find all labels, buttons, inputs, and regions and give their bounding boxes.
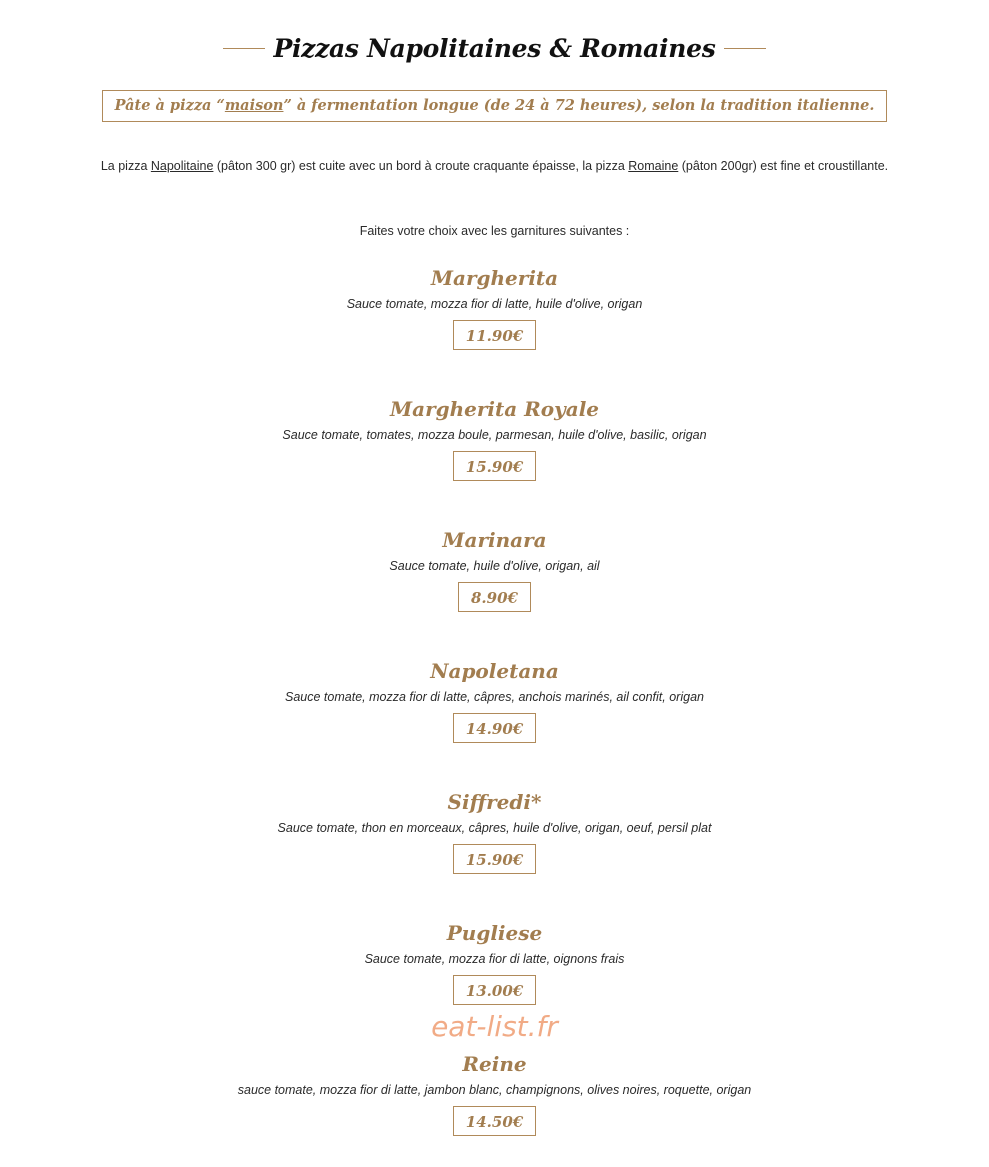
pizza-item-reine bbox=[0, 1049, 989, 1136]
pizza-description: Sauce tomate, thon en morceaux, câpres, huile d'olive, origan, oeuf, persil plat bbox=[277, 821, 712, 835]
tagline-wrap bbox=[0, 90, 989, 122]
romaine-link[interactable]: Romaine bbox=[628, 159, 679, 173]
section-header bbox=[0, 34, 989, 63]
choice-text: Faites votre choix avec les garnitures suivantes : bbox=[359, 224, 630, 238]
pizza-item-margherita-royale bbox=[0, 394, 989, 481]
pizza-description: sauce tomate, mozza fior di latte, jambon blanc, champignons, olives noires, roquette, origan bbox=[237, 1083, 752, 1097]
pizza-name: Napoletana bbox=[430, 659, 559, 683]
intro-part-2: (pâton 300 gr) est cuite avec un bord à croute craquante épaisse, la pizza bbox=[213, 159, 629, 173]
pizza-name: Marinara bbox=[442, 528, 547, 552]
tagline-maison: maison bbox=[224, 97, 284, 114]
pizza-description: Sauce tomate, mozza fior di latte, huile d'olive, origan bbox=[346, 297, 643, 311]
pizza-description: Sauce tomate, mozza fior di latte, câpres, anchois marinés, ail confit, origan bbox=[285, 690, 704, 704]
intro-part-1: La pizza bbox=[100, 159, 151, 173]
intro-part-3: (pâton 200gr) est fine et croustillante. bbox=[678, 159, 889, 173]
pizza-item-napoletana bbox=[0, 656, 989, 743]
tagline-before: Pâte à pizza “ bbox=[114, 97, 225, 114]
pizza-price: 11.90€ bbox=[453, 320, 536, 350]
pizza-price: 13.00€ bbox=[453, 975, 536, 1005]
pizza-name: Reine bbox=[462, 1052, 527, 1076]
intro-text bbox=[0, 159, 989, 173]
pizza-item-siffredi bbox=[0, 787, 989, 874]
pizza-price: 15.90€ bbox=[453, 451, 536, 481]
pizza-name: Margherita bbox=[430, 266, 559, 290]
pizza-description: Sauce tomate, mozza fior di latte, oignons frais bbox=[364, 952, 625, 966]
pizza-item-marinara bbox=[0, 525, 989, 612]
pizza-name: Margherita Royale bbox=[389, 397, 600, 421]
pizza-name: Siffredi* bbox=[447, 790, 542, 814]
tagline-box bbox=[102, 90, 888, 122]
pizza-price: 14.90€ bbox=[453, 713, 536, 743]
pizza-price: 8.90€ bbox=[458, 582, 531, 612]
pizza-item-margherita bbox=[0, 263, 989, 350]
watermark: eat-list.fr bbox=[431, 1010, 558, 1043]
pizza-price: 15.90€ bbox=[453, 844, 536, 874]
pizza-price: 14.50€ bbox=[453, 1106, 536, 1136]
header-left-rule bbox=[223, 48, 265, 49]
tagline-after: ” à fermentation longue (de 24 à 72 heures), selon la tradition italienne. bbox=[283, 97, 875, 114]
pizza-item-pugliese bbox=[0, 918, 989, 1005]
header-right-rule bbox=[724, 48, 766, 49]
pizza-name: Pugliese bbox=[446, 921, 543, 945]
pizza-description: Sauce tomate, huile d'olive, origan, ail bbox=[389, 559, 600, 573]
pizza-description: Sauce tomate, tomates, mozza boule, parmesan, huile d'olive, basilic, origan bbox=[282, 428, 707, 442]
section-title: Pizzas Napolitaines & Romaines bbox=[273, 34, 716, 63]
napolitaine-link[interactable]: Napolitaine bbox=[150, 159, 214, 173]
